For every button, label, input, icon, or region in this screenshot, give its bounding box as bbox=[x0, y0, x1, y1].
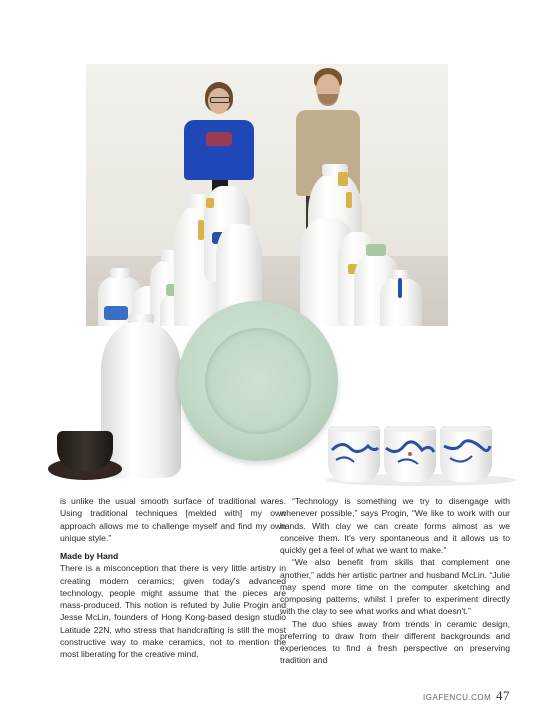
page-number: 47 bbox=[496, 688, 510, 703]
paragraph: is unlike the usual smooth surface of traditional wares. Using traditional techniques [melded with] my own approach allows me to challenge myself and find my own unique style.” bbox=[60, 496, 286, 543]
dark-teacup bbox=[57, 431, 113, 471]
site-url: IGAFENCU.COM bbox=[423, 693, 492, 702]
designers-photo bbox=[86, 64, 448, 326]
blue-white-cup bbox=[328, 426, 380, 482]
white-bottle bbox=[101, 322, 181, 478]
plate-center-pattern bbox=[205, 328, 311, 434]
blue-white-cup bbox=[384, 426, 436, 482]
section-heading: Made by Hand bbox=[60, 551, 119, 561]
paragraph: The duo shies away from trends in ceramic design, preferring to draw from their different backgrounds and experiences to find a fresh perspective on preserving tradition and bbox=[280, 618, 510, 666]
article-left-column bbox=[60, 495, 286, 660]
blue-white-cup bbox=[440, 426, 492, 482]
article-right-column bbox=[280, 495, 510, 667]
paragraph: There is a misconception that there is very little artistry in creating modern ceramics; given today's advanced technology, people might assume that the pieces are mass-produced. This notion is refuted by Julie Progin and Jesse McLin, founders of Hong Kong-based design studio Latitude 22N, who stress that handcrafting is still the most constructive way to make ceramics, not to mention the most liberating for the creative mind. bbox=[60, 563, 286, 659]
paragraph: “Technology is something we try to disengage with whenever possible,” says Progin, “We like to work with our hands. With clay we can create forms almost as we conceive them. It's very spontaneous and it allows us to quickly get a feel of what we want to make.” bbox=[280, 496, 510, 555]
page-footer bbox=[423, 688, 510, 704]
paragraph: “We also benefit from skills that complement one another,” adds her artistic partner and husband McLin. “Julie may spend more time on the computer sketching and composing patterns, whilst I prefer to experiment directly with the clay to see what works and what doesn't.” bbox=[280, 557, 510, 617]
